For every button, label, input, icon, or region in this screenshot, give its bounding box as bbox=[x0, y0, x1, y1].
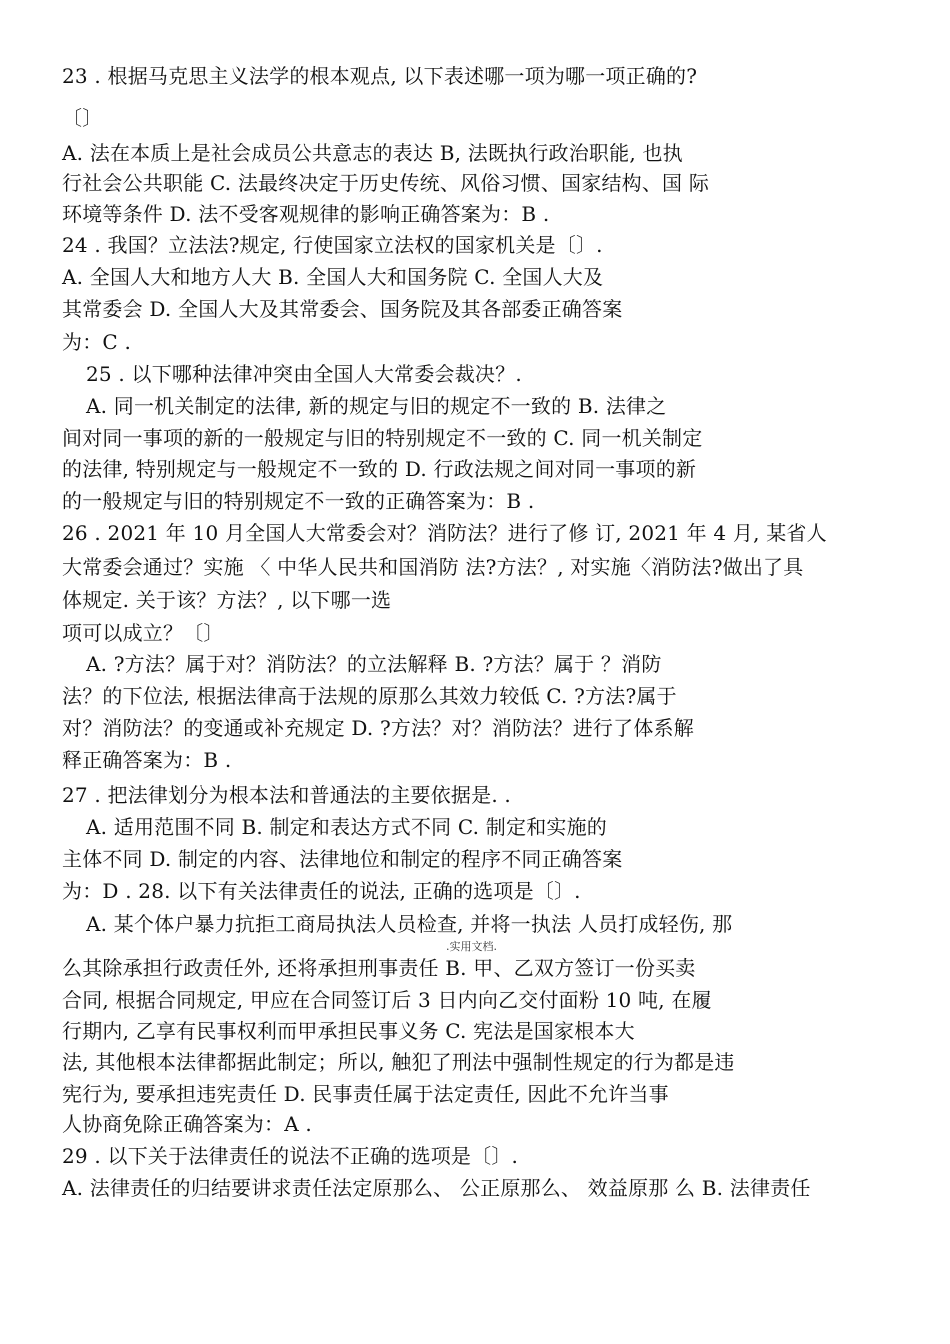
text-line: 26 . 2021 年 10 月全国人大常委会对？消防法？进行了修 订, 2021 年 4 月, 某省人 bbox=[62, 521, 827, 545]
text-line: 为：D . 28. 以下有关法律责任的说法, 正确的选项是〔〕. bbox=[62, 879, 581, 903]
text-line: 合同, 根据合同规定, 甲应在合同签订后 3 日内向乙交付面粉 10 吨, 在履 bbox=[62, 988, 712, 1012]
text-line: 23 . 根据马克思主义法学的根本观点, 以下表述哪一项为哪一项正确的? bbox=[62, 64, 698, 88]
text-line: A. 全国人大和地方人大 B. 全国人大和国务院 C. 全国人大及 bbox=[62, 265, 604, 289]
text-line: 的一般规定与旧的特别规定不一致的正确答案为：B . bbox=[62, 489, 535, 513]
text-line: 为：C . bbox=[62, 330, 132, 354]
text-line: 间对同一事项的新的一般规定与旧的特别规定不一致的 C. 同一机关制定 bbox=[62, 426, 703, 450]
text-line: 项可以成立？〔〕 bbox=[62, 621, 224, 645]
text-line: 释正确答案为：B . bbox=[62, 748, 232, 772]
text-line: 法, 其他根本法律都据此制定；所以, 触犯了刑法中强制性规定的行为都是违 bbox=[62, 1050, 735, 1074]
text-line: 大常委会通过？实施 〈 中华人民共和国消防 法?方法？, 对实施〈消防法?做出了具 bbox=[62, 555, 804, 579]
text-line: 其常委会 D. 全国人大及其常委会、国务院及其各部委正确答案 bbox=[62, 297, 623, 321]
page-footer: .实用文档. bbox=[446, 940, 497, 953]
text-line: 29 . 以下关于法律责任的说法不正确的选项是〔〕. bbox=[62, 1144, 519, 1168]
text-line: 行社会公共职能 C. 法最终决定于历史传统、风俗习惯、国家结构、国 际 bbox=[62, 171, 710, 195]
text-line: A. ?方法？属于对？消防法？的立法解释 B. ?方法？属于 ？消防 bbox=[86, 652, 662, 676]
text-line: 人协商免除正确答案为：A . bbox=[62, 1112, 312, 1136]
text-line: A. 同一机关制定的法律, 新的规定与旧的规定不一致的 B. 法律之 bbox=[86, 394, 667, 418]
text-line: 环境等条件 D. 法不受客观规律的影响正确答案为：B . bbox=[62, 202, 550, 226]
text-line: 体规定. 关于该？方法？, 以下哪一选 bbox=[62, 588, 392, 612]
text-line: 对？消防法？的变通或补充规定 D. ?方法？对？消防法？进行了体系解 bbox=[62, 716, 694, 740]
text-line: 法？的下位法, 根据法律高于法规的原那么其效力较低 C. ?方法?属于 bbox=[62, 684, 677, 708]
text-line: A. 法在本质上是社会成员公共意志的表达 B, 法既执行政治职能, 也执 bbox=[62, 141, 683, 165]
text-line: 行期内, 乙享有民事权利而甲承担民事义务 C. 宪法是国家根本大 bbox=[62, 1019, 635, 1043]
text-line: A. 法律责任的归结要讲求责任法定原那么、 公正原那么、 效益原那 么 B. 法律责任 bbox=[62, 1176, 811, 1200]
text-line: 宪行为, 要承担违宪责任 D. 民事责任属于法定责任, 因此不允许当事 bbox=[62, 1082, 669, 1106]
text-line: 主体不同 D. 制定的内容、法律地位和制定的程序不同正确答案 bbox=[62, 847, 623, 871]
text-line: 〔〕 bbox=[62, 106, 103, 130]
text-line: 的法律, 特别规定与一般规定不一致的 D. 行政法规之间对同一事项的新 bbox=[62, 457, 697, 481]
text-line: 25 . 以下哪种法律冲突由全国人大常委会裁决？. bbox=[86, 362, 522, 386]
text-line: A. 适用范围不同 B. 制定和表达方式不同 C. 制定和实施的 bbox=[86, 815, 607, 839]
text-line: A. 某个体户暴力抗拒工商局执法人员检查, 并将一执法 人员打成轻伤, 那 bbox=[86, 912, 733, 936]
text-line: 27 . 把法律划分为根本法和普通法的主要依据是. . bbox=[62, 783, 511, 807]
text-line: 么其除承担行政责任外, 还将承担刑事责任 B. 甲、乙双方签订一份买卖 bbox=[62, 956, 696, 980]
text-line: 24 . 我国？立法法?规定, 行使国家立法权的国家机关是〔〕. bbox=[62, 233, 603, 257]
